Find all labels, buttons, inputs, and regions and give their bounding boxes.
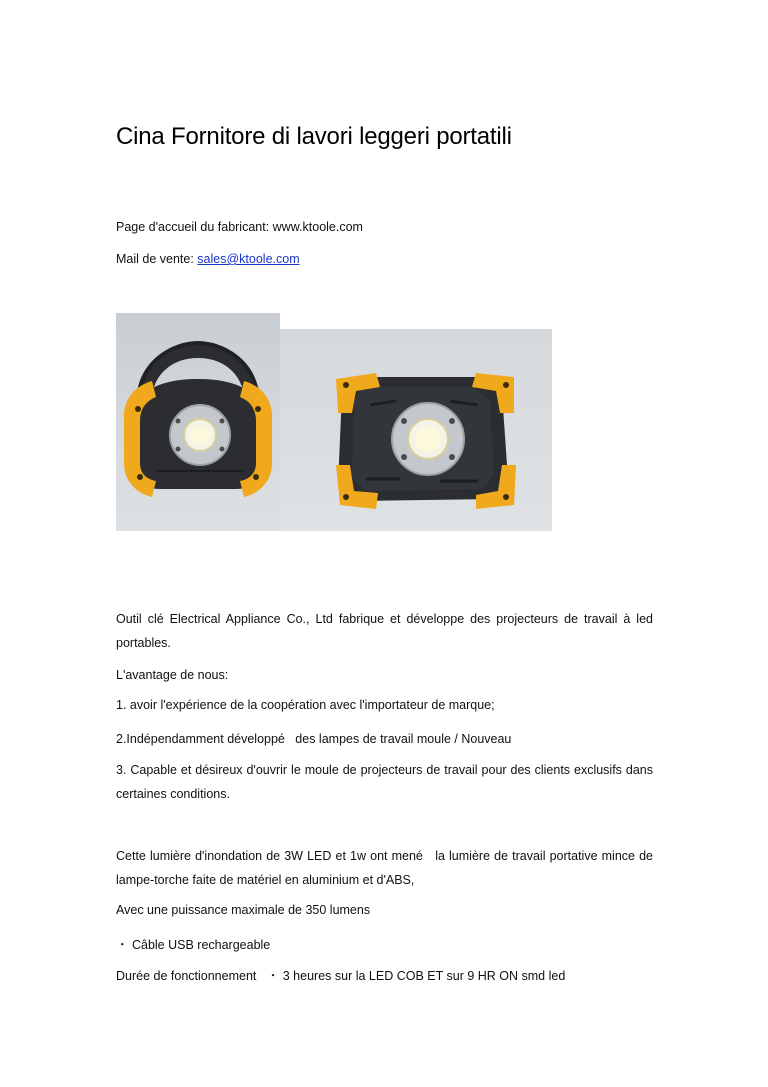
homepage-line: Page d'accueil du fabricant: www.ktoole.com	[116, 220, 363, 234]
usb-line: ・ Câble USB rechargeable	[116, 938, 271, 952]
product-description: Cette lumière d'inondation de 3W LED et 1w ont mené la lumière de travail portative mince de lampe-torche faite de matériel en aluminium et d'ABS,	[116, 849, 657, 887]
intro-paragraph: Outil clé Electrical Appliance Co., Ltd fabrique et développe des projecteurs de travail à led portables.	[116, 612, 653, 650]
page-title: Cina Fornitore di lavori leggeri portatili	[116, 123, 512, 150]
advantage-item-3: 3. Capable et désireux d'ouvrir le moule de projecteurs de travail pour des clients exclusifs dans certaines conditions.	[116, 763, 653, 801]
sales-email-link[interactable]: sales@ktoole.com	[197, 252, 300, 266]
round-work-light-photo	[116, 313, 280, 531]
advantage-item-2: 2.Indépendamment développé des lampes de travail moule / Nouveau	[116, 732, 512, 746]
mail-label: Mail de vente:	[116, 252, 198, 266]
advantage-heading: L'avantage de nous:	[116, 668, 229, 682]
power-line: Avec une puissance maximale de 350 lumens	[116, 903, 371, 917]
mail-line	[116, 252, 300, 266]
advantage-item-1: 1. avoir l'expérience de la coopération avec l'importateur de marque;	[116, 698, 495, 712]
duration-line: Durée de fonctionnement ・ 3 heures sur la LED COB ET sur 9 HR ON smd led	[116, 969, 566, 983]
rectangular-work-light-photo	[280, 329, 552, 531]
